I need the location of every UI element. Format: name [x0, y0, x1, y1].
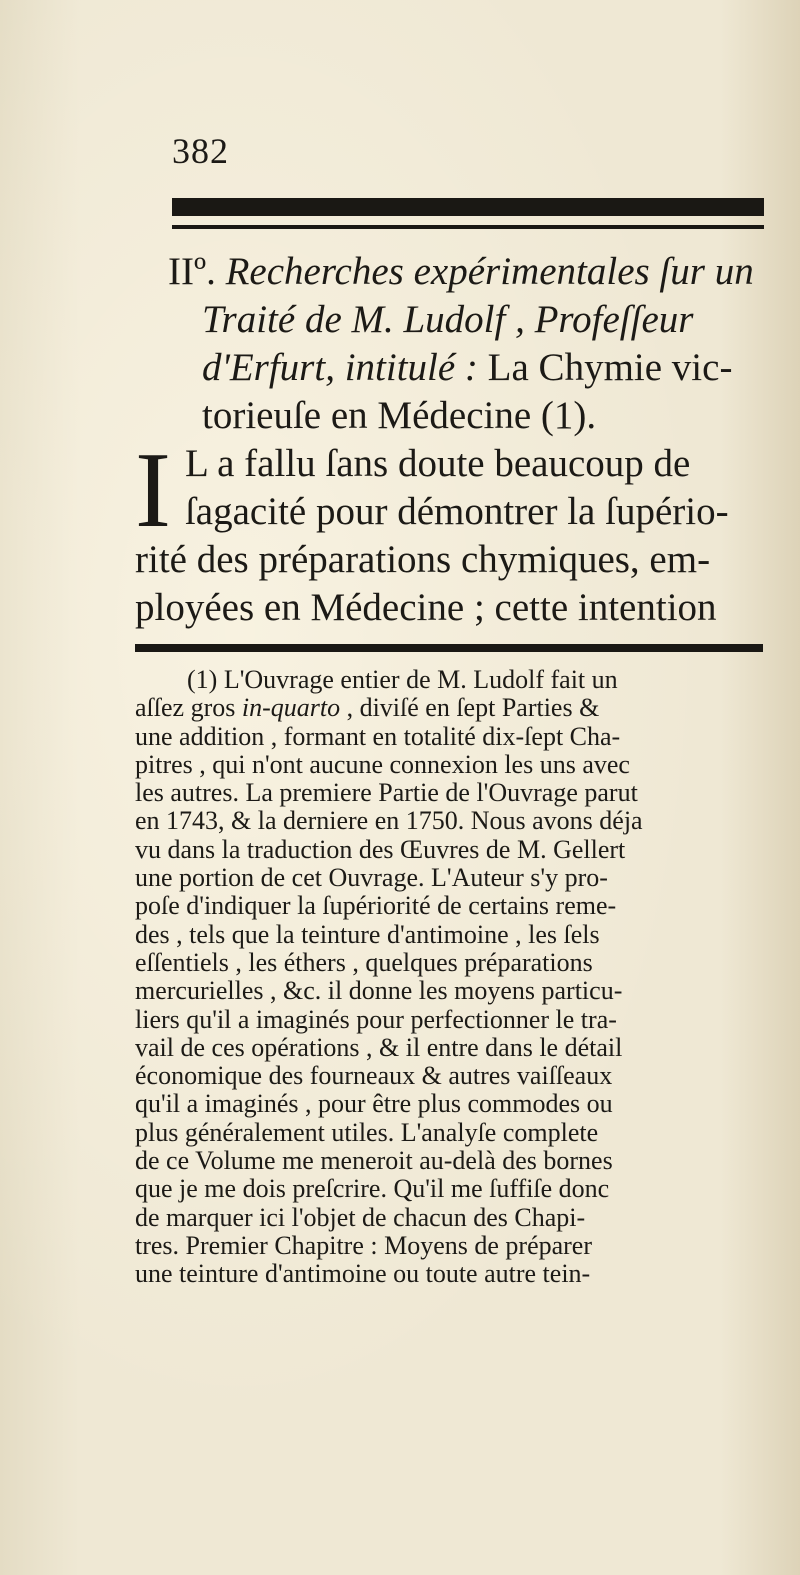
footnote-line: vail de ces opérations , & il entre dans le détail: [135, 1032, 623, 1062]
main-paragraph: [135, 431, 775, 632]
header-rule-thick: [172, 198, 764, 216]
header-rule-thin: [172, 225, 764, 229]
footnote-line: les autres. La premiere Partie de l'Ouvrage parut: [135, 778, 638, 808]
footnote-line: économique des fourneaux & autres vaiſſeaux: [135, 1061, 613, 1091]
footnote-line: des , tels que la teinture d'antimoine , les ſels: [135, 919, 600, 949]
body-line: ſagacité pour démontrer la ſupério-: [184, 490, 729, 533]
footnote-separator-rule: [135, 644, 763, 652]
footnote: [135, 666, 775, 1289]
footnote-line: en 1743, & la derniere en 1750. Nous avons déja: [135, 806, 643, 836]
footnote-line: liers qu'il a imaginés pour perfectionner le tra-: [135, 1004, 617, 1034]
header-double-rule: [172, 198, 764, 232]
footnote-line: poſe d'indiquer la ſupériorité de certains reme-: [135, 891, 617, 921]
title-line-1: IIº. Recherches expérimentales ſur un: [168, 250, 754, 293]
footnote-line: de ce Volume me meneroit au-delà des bornes: [135, 1146, 613, 1176]
body-line: rité des préparations chymiques, em-: [135, 538, 711, 581]
body-line: L a fallu ſans doute beaucoup de: [184, 442, 691, 485]
footnote-line: tres. Premier Chapitre : Moyens de préparer: [135, 1230, 593, 1260]
footnote-line: aſſez gros in-quarto , diviſé en ſept Parties &: [135, 693, 600, 723]
footnote-line: que je me dois preſcrire. Qu'il me ſuffiſe donc: [135, 1174, 610, 1204]
footnote-line: plus généralement utiles. L'analyſe complete: [135, 1117, 599, 1147]
title-line-2: Traité de M. Ludolf , Profeſſeur: [202, 298, 694, 341]
footnote-line: vu dans la traduction des Œuvres de M. Gellert: [135, 834, 626, 864]
title-line-4: torieuſe en Médecine (1).: [202, 394, 597, 437]
footnote-line: de marquer ici l'objet de chacun des Chapi-: [135, 1202, 586, 1232]
page-number: 382: [172, 131, 229, 171]
footnote-line: qu'il a imaginés , pour être plus commodes ou: [135, 1089, 613, 1119]
footnote-line: une teinture d'antimoine ou toute autre tein-: [135, 1259, 591, 1289]
footnote-line: mercurielles , &c. il donne les moyens particu-: [135, 976, 623, 1006]
section-title: [168, 248, 768, 440]
footnote-line: pitres , qui n'ont aucune connexion les uns avec: [135, 749, 630, 779]
title-line-3: d'Erfurt, intitulé : La Chymie vic-: [202, 346, 733, 389]
drop-cap: I: [135, 431, 171, 550]
footnote-line: une addition , formant en totalité dix-ſept Cha-: [135, 721, 621, 751]
footnote-line: une portion de cet Ouvrage. L'Auteur s'y pro-: [135, 863, 608, 893]
body-line: ployées en Médecine ; cette intention: [135, 586, 717, 629]
footnote-line: eſſentiels , les éthers , quelques préparations: [135, 947, 593, 977]
footnote-line: (1) L'Ouvrage entier de M. Ludolf fait un: [187, 665, 618, 694]
